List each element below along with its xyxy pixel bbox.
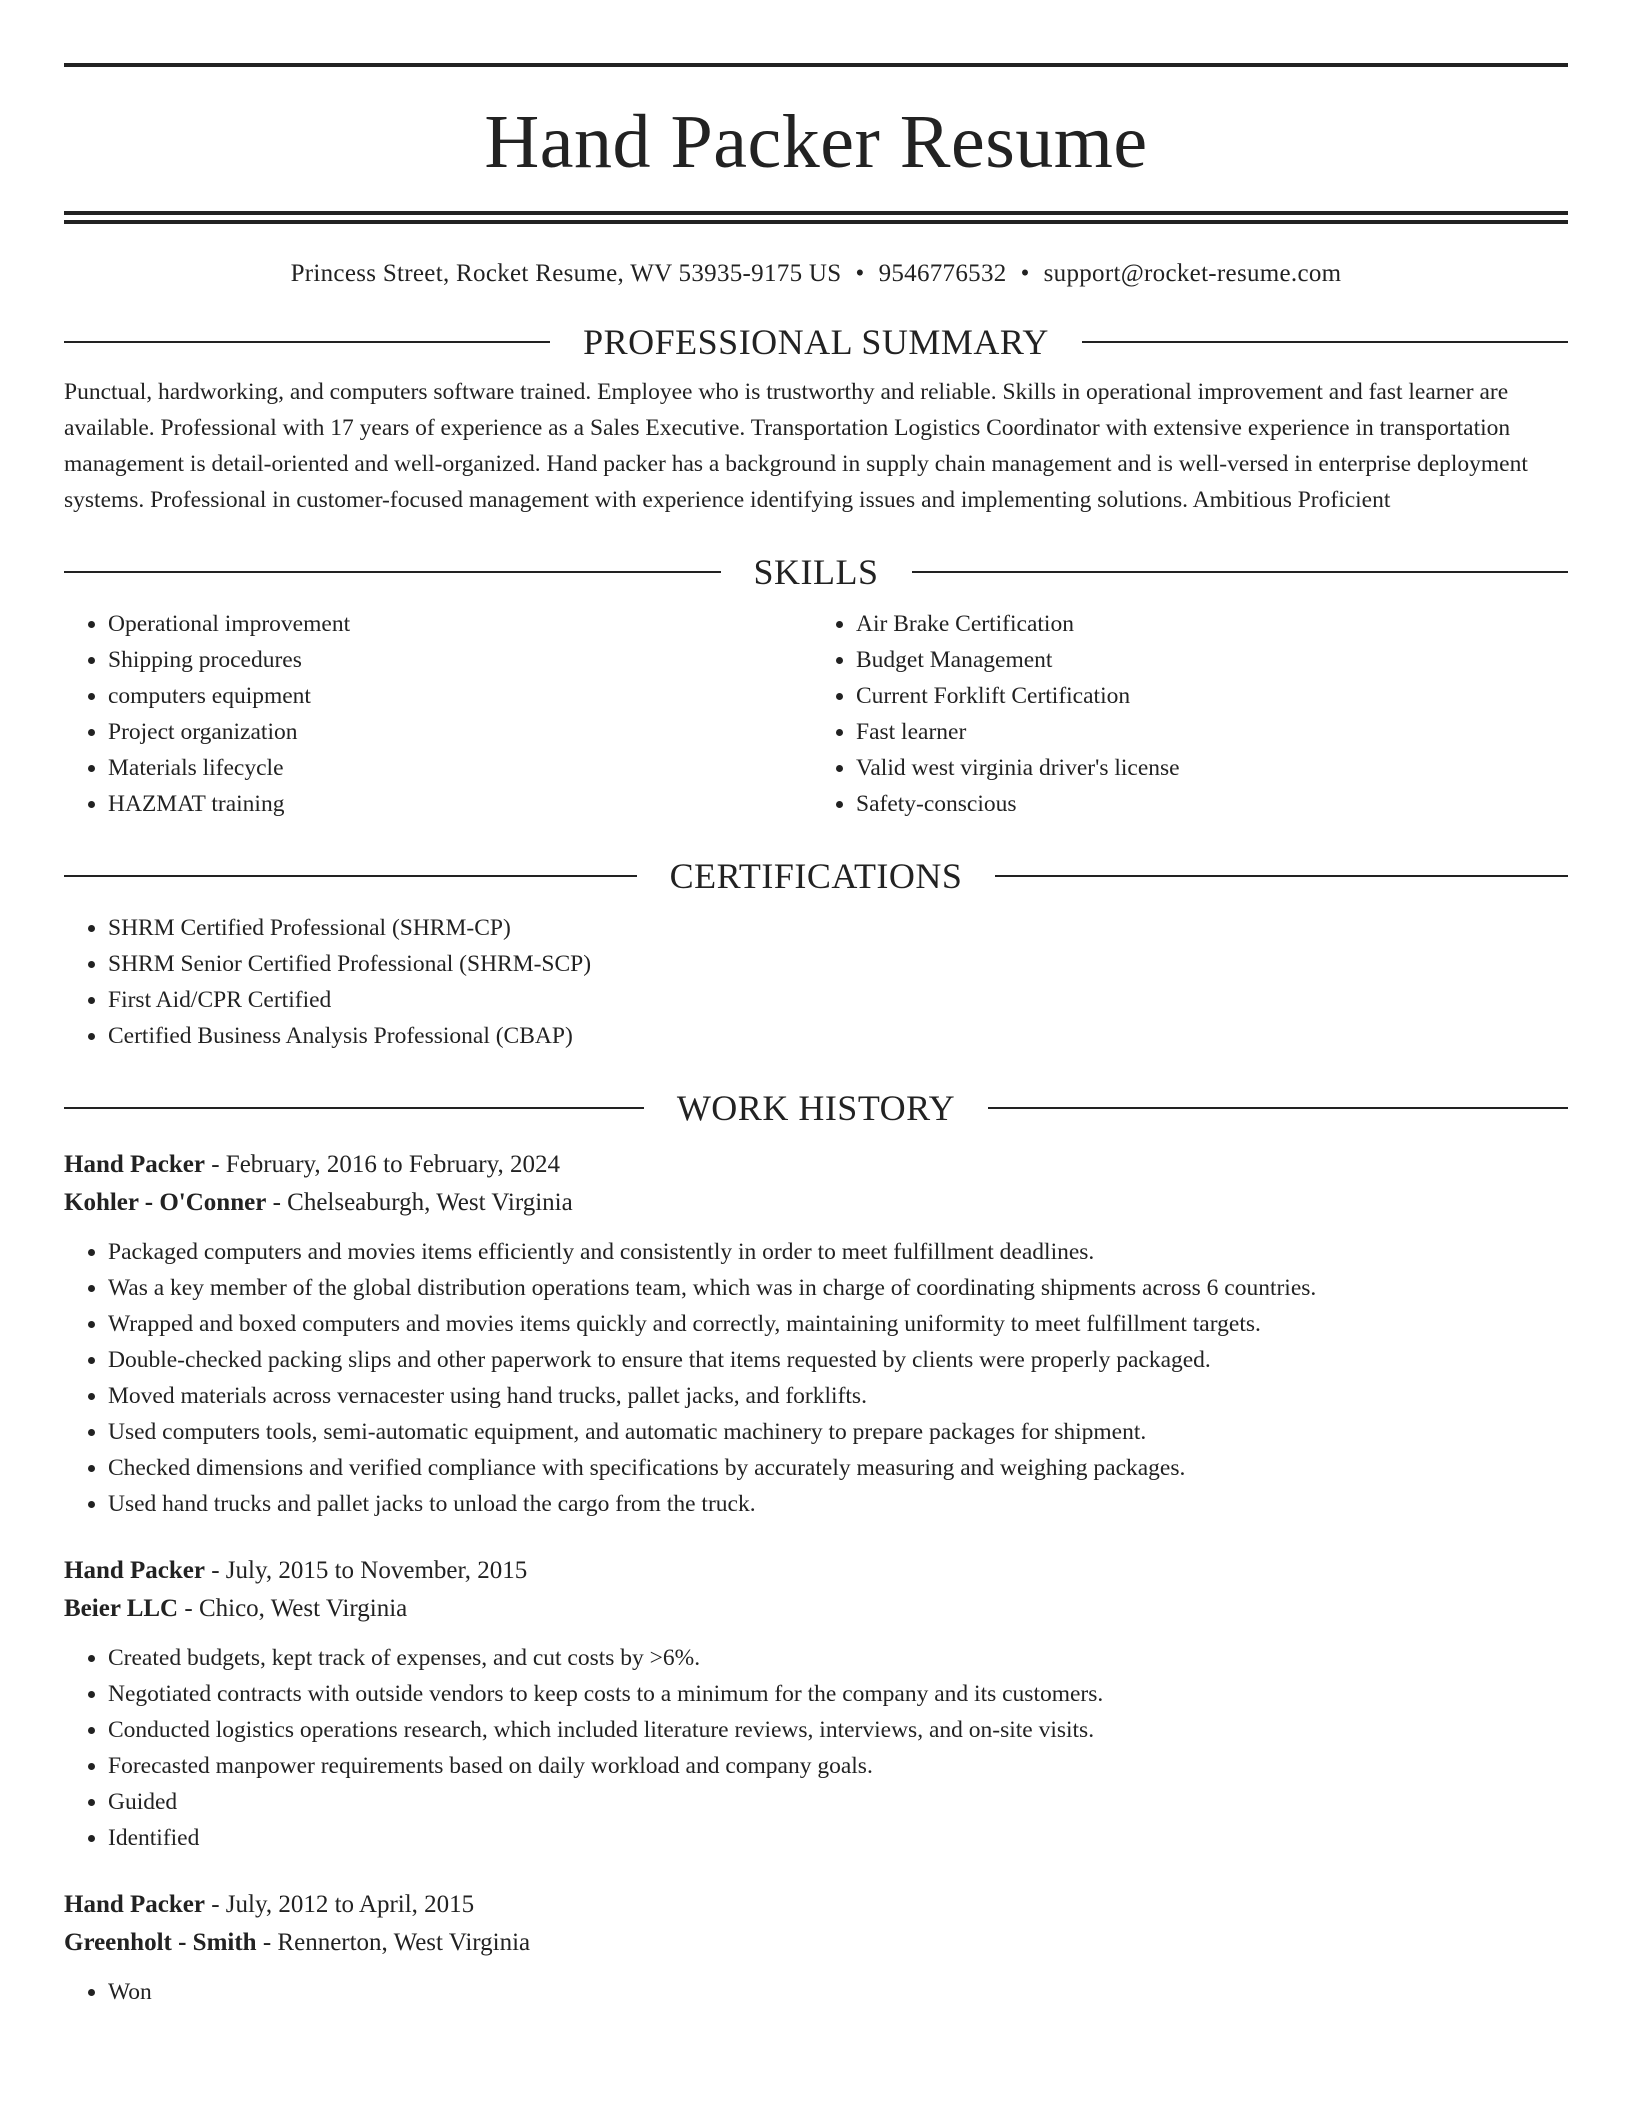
skill-item: • HAZMAT training [108,786,816,822]
job-bullet: • Packaged computers and movies items efficiently and consistently in order to meet fulfillment deadlines. [108,1234,1568,1270]
job-bullet: • Won [108,1974,1568,2010]
job-bullet: • Checked dimensions and verified compliance with specifications by accurately measuring and weighing packages. [108,1450,1568,1486]
job-company-line [64,1924,1568,1962]
job-bullet: • Used computers tools, semi-automatic equipment, and automatic machinery to prepare packages for shipment. [108,1414,1568,1450]
summary-heading-label: PROFESSIONAL SUMMARY [583,322,1049,362]
job-company-line [64,1590,1568,1628]
certifications-heading [64,858,1568,894]
job-title: Hand Packer [64,1557,205,1584]
heading-rule [64,571,721,573]
title-double-rule [64,211,1568,224]
job-bullet: • Identified [108,1820,1568,1856]
job-company: Greenholt - Smith [64,1929,257,1956]
heading-rule [988,1107,1568,1109]
job-company-line [64,1184,1568,1222]
summary-heading [64,324,1568,360]
summary-text: Punctual, hardworking, and computers software trained. Employee who is trustworthy and reliable. Skills in operational improvement and fast learner are available. Professional with 17 years of experience as a Sales Executive. Transportation Logistics Coordinator with extensive experience in transportation management is detail-oriented and well-organized. Hand packer has a background in supply chain management and is well-versed in enterprise deployment systems. Professional in customer-focused management with experience identifying issues and implementing solutions. Ambitious Proficient [64,379,1528,513]
job-bullet: • Double-checked packing slips and other paperwork to ensure that items requested by clients were properly packaged. [108,1342,1568,1378]
skills-list [64,606,1568,822]
job-bullet: • Negotiated contracts with outside vendors to keep costs to a minimum for the company and its customers. [108,1676,1568,1712]
job-bullet: • Used hand trucks and pallet jacks to unload the cargo from the truck. [108,1486,1568,1522]
job-title-line [64,1886,1568,1924]
heading-rule [64,1107,644,1109]
job-bullet: • Created budgets, kept track of expenses, and cut costs by >6%. [108,1640,1568,1676]
resume-title: Hand Packer Resume [484,100,1148,184]
certification-item: • SHRM Senior Certified Professional (SHRM-SCP) [108,946,1568,982]
heading-rule [1082,341,1568,343]
job-bullet: • Moved materials across vernacester using hand trucks, pallet jacks, and forklifts. [108,1378,1568,1414]
work-history-list [64,1146,1568,2010]
job-location: - Rennerton, West Virginia [256,1929,531,1956]
job-title: Hand Packer [64,1891,205,1918]
job-location: - Chelseaburgh, West Virginia [266,1189,573,1216]
heading-rule [64,341,550,343]
job-bullet: • Was a key member of the global distribution operations team, which was in charge of coordinating shipments across 6 countries. [108,1270,1568,1306]
skills-column-left [64,606,816,822]
job-bullet: • Conducted logistics operations research, which included literature reviews, interviews, and on-site visits. [108,1712,1568,1748]
work-history-heading [64,1090,1568,1126]
heading-rule [995,875,1568,877]
job-location: - Chico, West Virginia [178,1595,408,1622]
skill-item: • Air Brake Certification [856,606,1568,642]
skill-item: • Current Forklift Certification [856,678,1568,714]
heading-rule [64,875,637,877]
job-dates: - July, 2012 to April, 2015 [204,1891,475,1918]
job-dates: - February, 2016 to February, 2024 [204,1151,560,1178]
skill-item: • Budget Management [856,642,1568,678]
top-rule [64,63,1568,67]
contact-separator: • [855,260,865,287]
job-company: Beier LLC [64,1595,179,1622]
job-bullet: • Wrapped and boxed computers and movies items quickly and correctly, maintaining uniformity to meet fulfillment targets. [108,1306,1568,1342]
certification-item: • SHRM Certified Professional (SHRM-CP) [108,910,1568,946]
job-bullets [64,1234,1568,1522]
skills-column-right [816,606,1568,822]
job-bullet: • Guided [108,1784,1568,1820]
resume-page [64,0,1568,2010]
skill-item: • Shipping procedures [108,642,816,678]
certifications-list [64,910,1568,1054]
skill-item: • Valid west virginia driver's license [856,750,1568,786]
job-title-line [64,1552,1568,1590]
skill-item: • computers equipment [108,678,816,714]
skill-item: • Fast learner [856,714,1568,750]
contact-phone: 9546776532 [878,260,1007,287]
job-entry [64,1146,1568,1522]
certifications-heading-label: CERTIFICATIONS [669,856,963,896]
job-entry [64,1886,1568,2010]
job-title-line [64,1146,1568,1184]
work-history-heading-label: WORK HISTORY [676,1088,956,1128]
skill-item: • Materials lifecycle [108,750,816,786]
job-bullet: • Forecasted manpower requirements based on daily workload and company goals. [108,1748,1568,1784]
skills-heading-label: SKILLS [753,552,879,592]
certification-item: • First Aid/CPR Certified [108,982,1568,1018]
heading-rule [912,571,1569,573]
skill-item: • Operational improvement [108,606,816,642]
job-company: Kohler - O'Conner [64,1189,267,1216]
job-entry [64,1552,1568,1856]
contact-separator: • [1020,260,1030,287]
skill-item: • Project organization [108,714,816,750]
certification-item: • Certified Business Analysis Professional (CBAP) [108,1018,1568,1054]
contact-email: support@rocket-resume.com [1043,260,1342,287]
job-dates: - July, 2015 to November, 2015 [204,1557,528,1584]
skills-heading [64,554,1568,590]
job-title: Hand Packer [64,1151,205,1178]
job-bullets [64,1640,1568,1856]
contact-line [64,260,1568,288]
skill-item: • Safety-conscious [856,786,1568,822]
job-bullets [64,1974,1568,2010]
contact-address: Princess Street, Rocket Resume, WV 53935-9175 US [290,260,842,287]
